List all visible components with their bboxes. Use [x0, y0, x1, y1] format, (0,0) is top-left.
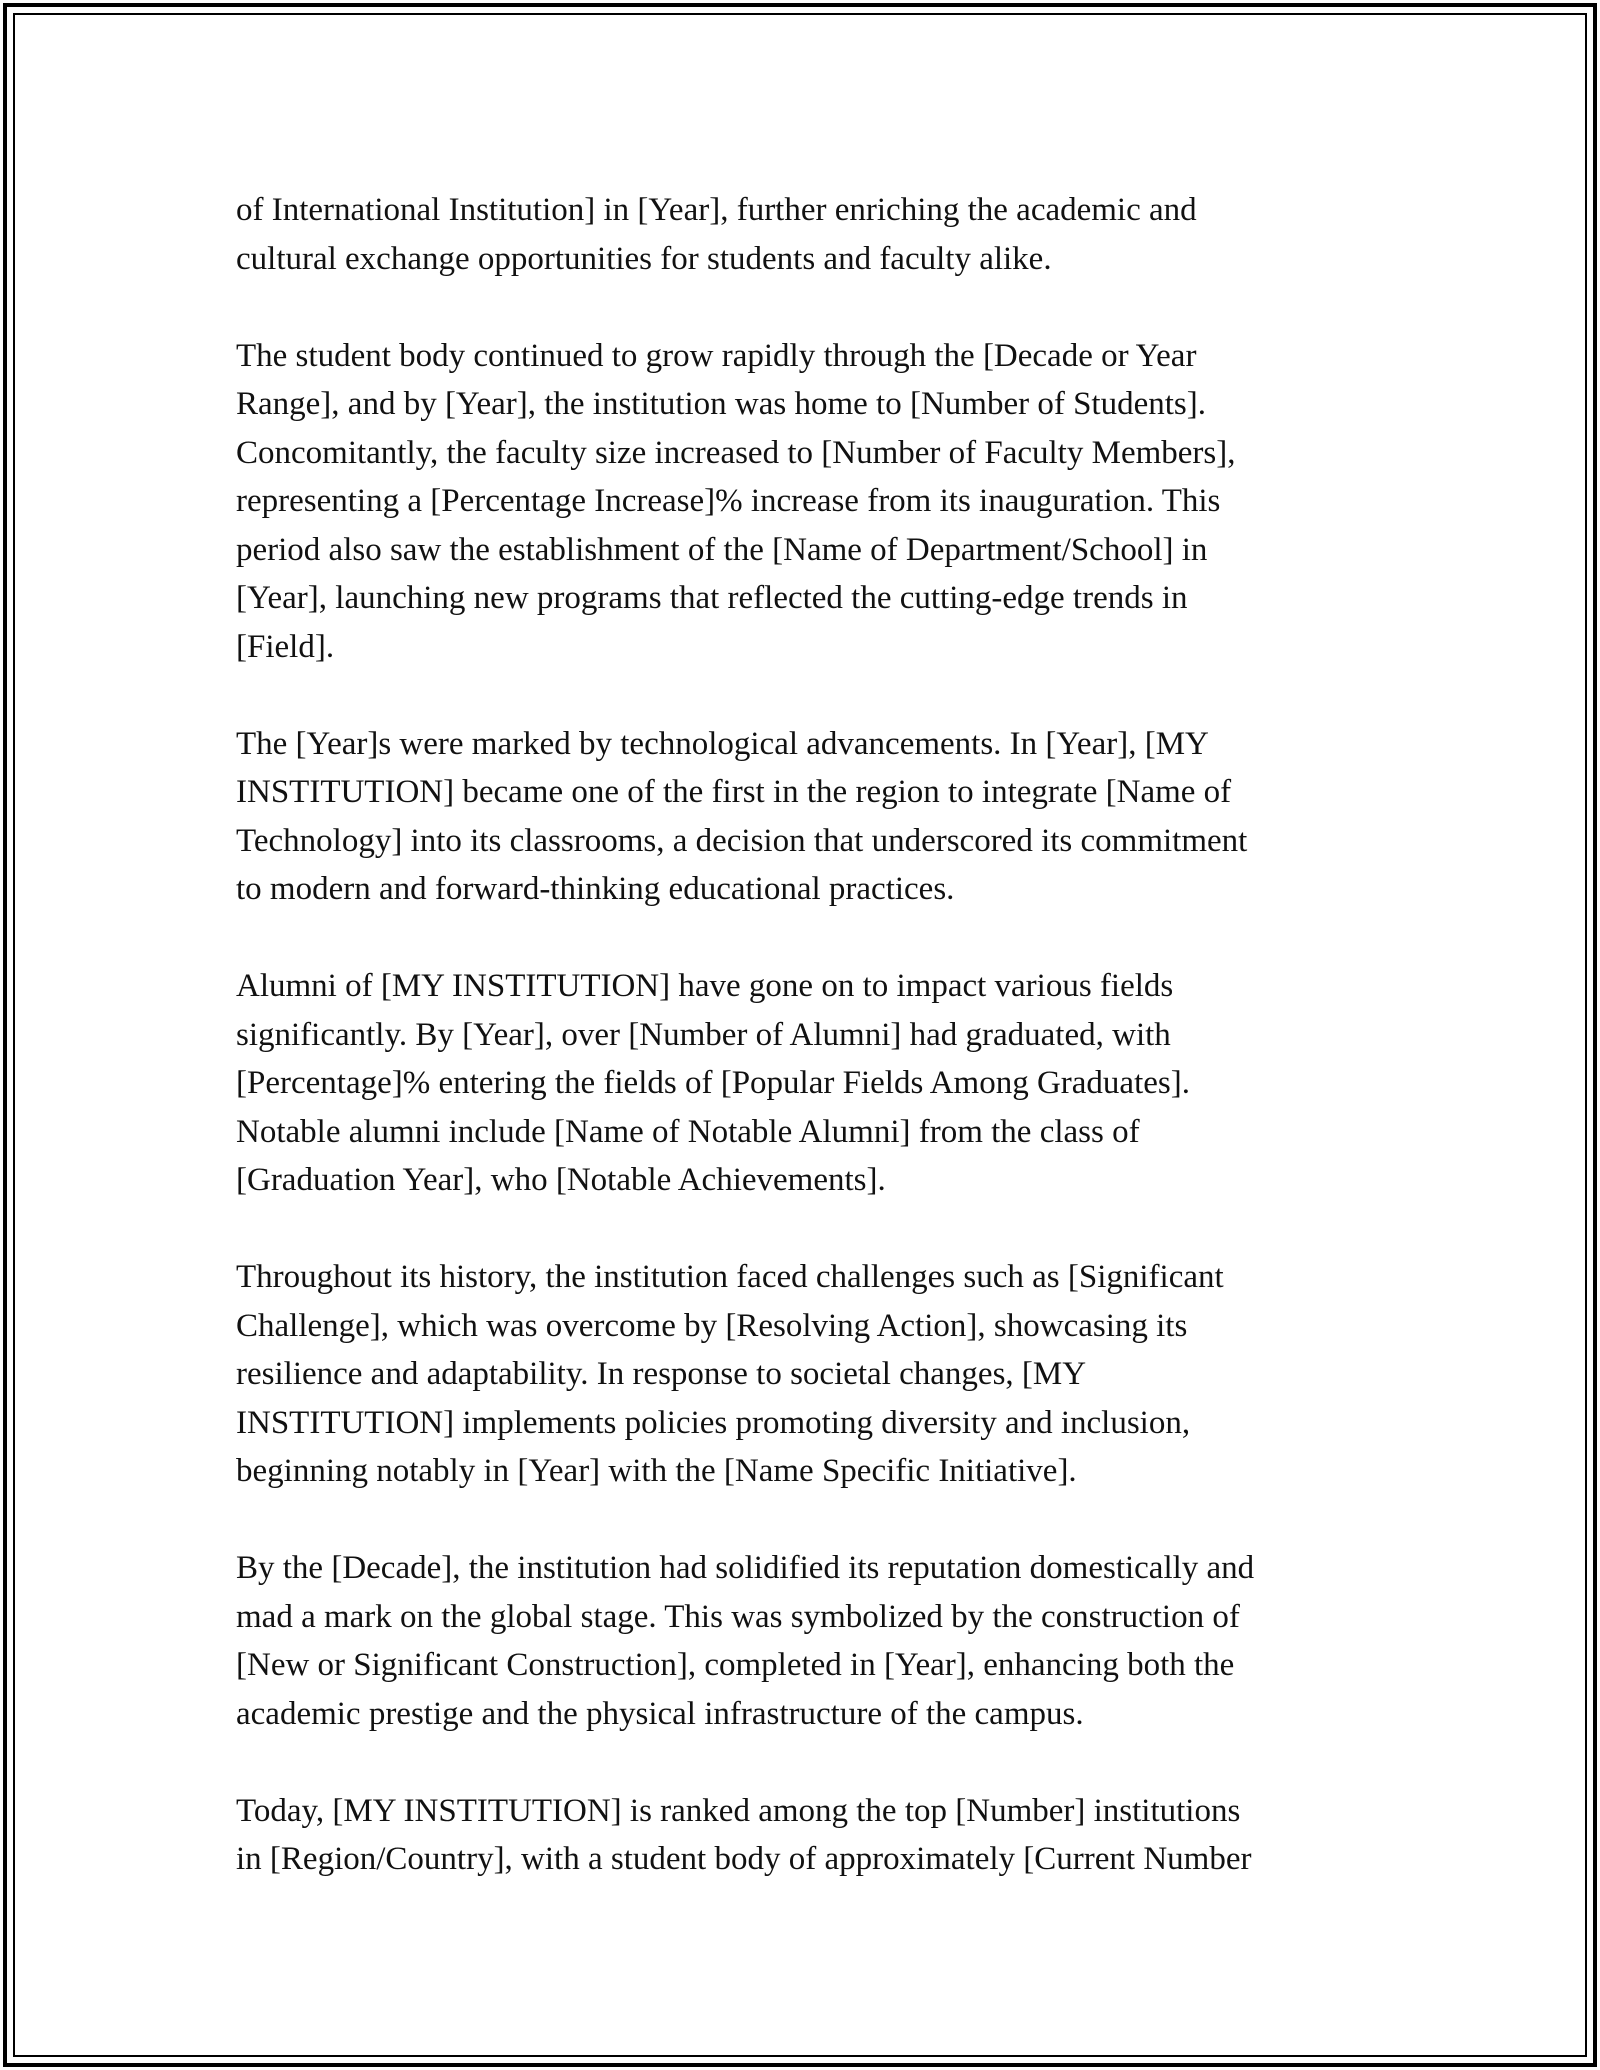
paragraph-4: Alumni of [MY INSTITUTION] have gone on to impact various fields significantly. By [Year], over [Number of Alumni] had graduated, with [Percentage]% entering the fields of [Popular Fields Among Graduates]. Notable alumni include [Name of Notable Alumni] from the class of [Graduation Year], who [Notable Achievements].	[236, 968, 1190, 1198]
paragraph-7: Today, [MY INSTITUTION] is ranked among the top [Number] institutions in [Region/Country], with a student body of approximately [Current Number	[236, 1792, 1252, 1877]
paragraph-5: Throughout its history, the institution faced challenges such as [Significant Challenge], which was overcome by [Resolving Action], showcasing its resilience and adaptability. In response to societal changes, [MY INSTITUTION] implements policies promoting diversity and inclusion, beginning notably in [Year] with the [Name Specific Initiative].	[236, 1259, 1224, 1489]
paragraph-1: of International Institution] in [Year], further enriching the academic and cultural exchange opportunities for students and faculty alike.	[236, 192, 1197, 277]
paragraph-6: By the [Decade], the institution had solidified its reputation domestically and mad a mark on the global stage. This was symbolized by the construction of [New or Significant Construction], completed in [Year], enhancing both the academic prestige and the physical infrastructure of the campus.	[236, 1550, 1255, 1732]
document-body	[236, 186, 1386, 1884]
paragraph-3: The [Year]s were marked by technological advancements. In [Year], [MY INSTITUTION] became one of the first in the region to integrate [Name of Technology] into its classrooms, a decision that underscored its commitment to modern and forward-thinking educational practices.	[236, 725, 1248, 907]
paragraph-2: The student body continued to grow rapidly through the [Decade or Year Range], and by [Year], the institution was home to [Number of Students]. Concomitantly, the faculty size increased to [Number of Faculty Members], representing a [Percentage Increase]% increase from its inauguration. This period also saw the establishment of the [Name of Department/School] in [Year], launching new programs that reflected the cutting-edge trends in [Field].	[236, 337, 1236, 665]
